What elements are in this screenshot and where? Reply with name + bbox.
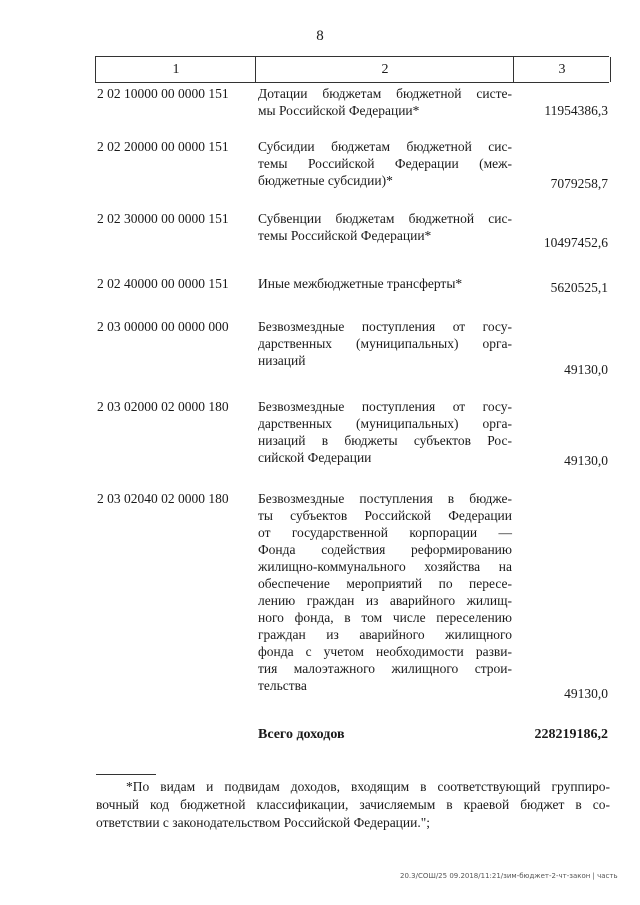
row-amount: 49130,0 <box>564 362 608 377</box>
description-line: Субвенции бюджетам бюджетной сис- <box>258 211 512 226</box>
row-amount: 5620525,1 <box>550 280 608 295</box>
description-line: тельства <box>258 678 307 693</box>
file-info: 20.3/СОШ/25 09.2018/11:21/зим-бюджет-2-чт-закон | часть <box>400 872 618 880</box>
row-description <box>258 210 512 244</box>
description-line: темы Российской Федерации* <box>258 228 432 243</box>
row-code: 2 03 02040 02 0000 180 <box>97 491 229 506</box>
description-line: фонда с учетом необходимости разви- <box>258 644 512 659</box>
description-line: ного фонда, в том числе переселению <box>258 610 512 625</box>
description-line: от государственной корпорации — <box>258 525 512 540</box>
row-description <box>258 490 512 694</box>
description-line: темы Российской Федерации (меж- <box>258 156 512 171</box>
header-col-1: 1 <box>95 57 256 82</box>
row-amount: 49130,0 <box>564 453 608 468</box>
description-line: бюджетные субсидии)* <box>258 173 393 188</box>
footnote-divider <box>96 774 156 775</box>
row-amount: 10497452,6 <box>543 235 608 250</box>
description-line: лению граждан из аварийного жилищ- <box>258 593 512 608</box>
row-code: 2 02 40000 00 0000 151 <box>97 276 229 291</box>
description-line: дарственных (муниципальных) орга- <box>258 336 512 351</box>
row-code: 2 03 02000 02 0000 180 <box>97 399 229 414</box>
description-line: Фонда содействия реформированию <box>258 542 512 557</box>
footnote <box>96 778 610 832</box>
row-description <box>258 398 512 466</box>
footnote-line: ответствии с законодательством Российской Федерации."; <box>96 815 430 830</box>
row-description <box>258 85 512 119</box>
header-col-3: 3 <box>513 57 611 82</box>
row-description <box>258 138 512 189</box>
description-line: Иные межбюджетные трансферты* <box>258 276 463 291</box>
description-line: тия малоэтажного жилищного строи- <box>258 661 512 676</box>
description-line: Дотации бюджетам бюджетной систе- <box>258 86 512 101</box>
row-code: 2 02 10000 00 0000 151 <box>97 86 229 101</box>
row-code: 2 02 30000 00 0000 151 <box>97 211 229 226</box>
total-label: Всего доходов <box>258 727 345 742</box>
description-line: Субсидии бюджетам бюджетной сис- <box>258 139 512 154</box>
description-line: дарственных (муниципальных) орга- <box>258 416 512 431</box>
table-header <box>95 56 609 83</box>
row-code: 2 02 20000 00 0000 151 <box>97 139 229 154</box>
total-amount: 228219186,2 <box>534 727 608 742</box>
description-line: Безвозмездные поступления от госу- <box>258 399 512 414</box>
row-amount: 11954386,3 <box>544 103 608 118</box>
description-line: ты субъектов Российской Федерации <box>258 508 512 523</box>
row-description <box>258 275 512 292</box>
row-description <box>258 318 512 369</box>
description-line: жилищно-коммунального хозяйства на <box>258 559 512 574</box>
description-line: низаций в бюджеты субъектов Рос- <box>258 433 512 448</box>
description-line: низаций <box>258 353 306 368</box>
description-line: граждан из аварийного жилищного <box>258 627 512 642</box>
description-line: Безвозмездные поступления от госу- <box>258 319 512 334</box>
header-col-2: 2 <box>255 57 514 82</box>
row-amount: 49130,0 <box>564 686 608 701</box>
footnote-line: вочный код бюджетной классификации, зачисляемым в краевой бюджет в со- <box>96 797 610 812</box>
page-number: 8 <box>316 28 324 44</box>
description-line: обеспечение мероприятий по пересе- <box>258 576 512 591</box>
row-amount: 7079258,7 <box>550 176 608 191</box>
description-line: сийской Федерации <box>258 450 372 465</box>
description-line: мы Российской Федерации* <box>258 103 420 118</box>
row-code: 2 03 00000 00 0000 000 <box>97 319 229 334</box>
footnote-line: *По видам и подвидам доходов, входящим в соответствующий группиро- <box>126 779 610 794</box>
description-line: Безвозмездные поступления в бюдже- <box>258 491 512 506</box>
